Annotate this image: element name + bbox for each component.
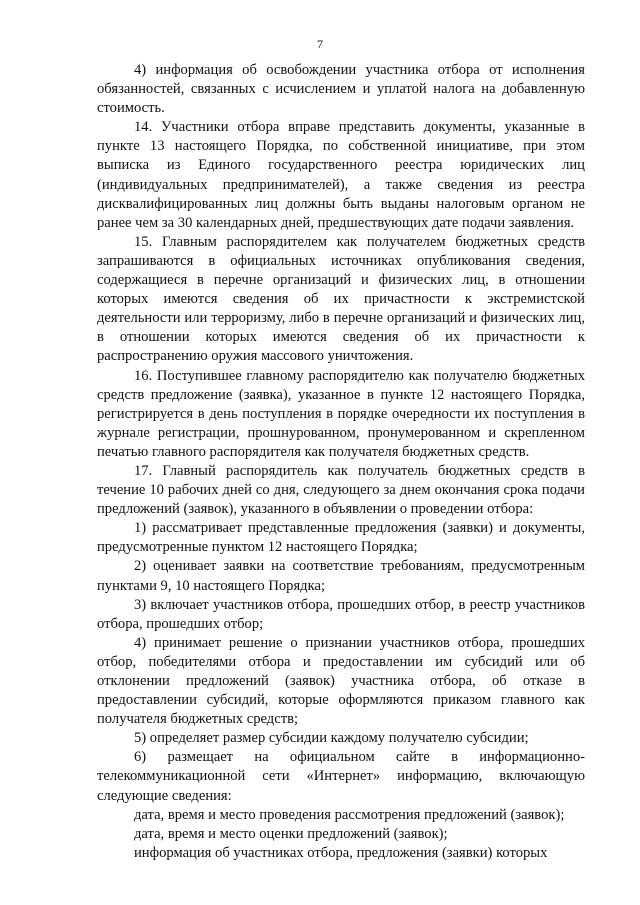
list-item-6: 6) размещает на официальном сайте в информационно-телекоммуникационной сети «Интернет» информацию, включающую следующие сведения: [97,749,585,804]
paragraph-16: 16. Поступившее главному распорядителю как получателю бюджетных средств предложение (заявка), указанное в пункте 12 настоящего Порядка, регистрируется в день поступления в порядке очередности их поступления в журнале регистрации, прошнурованном, пронумерованном и скрепленном печатью главного распорядителя как получателя бюджетных средств. [97,367,585,460]
page-number: 7 [317,37,323,51]
list-item-5: 5) определяет размер субсидии каждому получателю субсидии; [134,730,529,747]
document-body [97,61,585,863]
paragraph-14: 14. Участники отбора вправе представить документы, указанные в пункте 13 настоящего Порядка, по собственной инициативе, при этом выписка из Единого государственного реестра юридических лиц (индивидуальных предпринимателей), а также сведения из реестра дисквалифицированных лиц должны быть выданы налоговым органом не ранее чем за 30 календарных дней, предшествующих дате подачи заявления. [97,119,585,231]
paragraph-vat-exemption: 4) информация об освобождении участника отбора от исполнения обязанностей, связанных с исчислением и уплатой налога на добавленную стоимость. [97,62,585,117]
paragraph-17: 17. Главный распорядитель как получатель бюджетных средств в течение 10 рабочих дней со дня, следующего за днем окончания срока подачи предложений (заявок), указанного в объявлении о проведении отбора: [97,462,585,518]
paragraph-15: 15. Главным распорядителем как получателем бюджетных средств запрашиваются в официальных источниках опубликования сведения, содержащиеся в перечне организаций и физических лиц, в отношении которых имеются сведения об их причастности к экстремистской деятельности или терроризму, либо в перечне организаций и физических лиц, в отношении которых имеются сведения об их причастности к распространению оружия массового уничтожения. [97,233,585,365]
list-item-3: 3) включает участников отбора, прошедших отбор, в реестр участников отбора, прошедших отбор; [97,596,585,632]
list-item-4: 4) принимает решение о признании участников отбора, прошедших отбор, победителями отбора и предоставлении им субсидий или об отклонении предложений (заявок) участника отбора, об отказе в предоставлении субсидий, которые оформляются приказом главного как получателя бюджетных средств; [97,634,585,728]
list-item-1: 1) рассматривает представленные предложения (заявки) и документы, предусмотренные пунктом 12 настоящего Порядка; [97,520,585,556]
info-item-evaluation-date: дата, время и место оценки предложений (заявок); [134,825,448,842]
info-item-participants: информация об участниках отбора, предложения (заявки) которых [134,844,548,861]
list-item-2: 2) оценивает заявки на соответствие требованиям, предусмотренным пунктами 9, 10 настоящего Порядка; [97,558,585,594]
info-item-review-date: дата, время и место проведения рассмотрения предложений (заявок); [134,806,565,823]
